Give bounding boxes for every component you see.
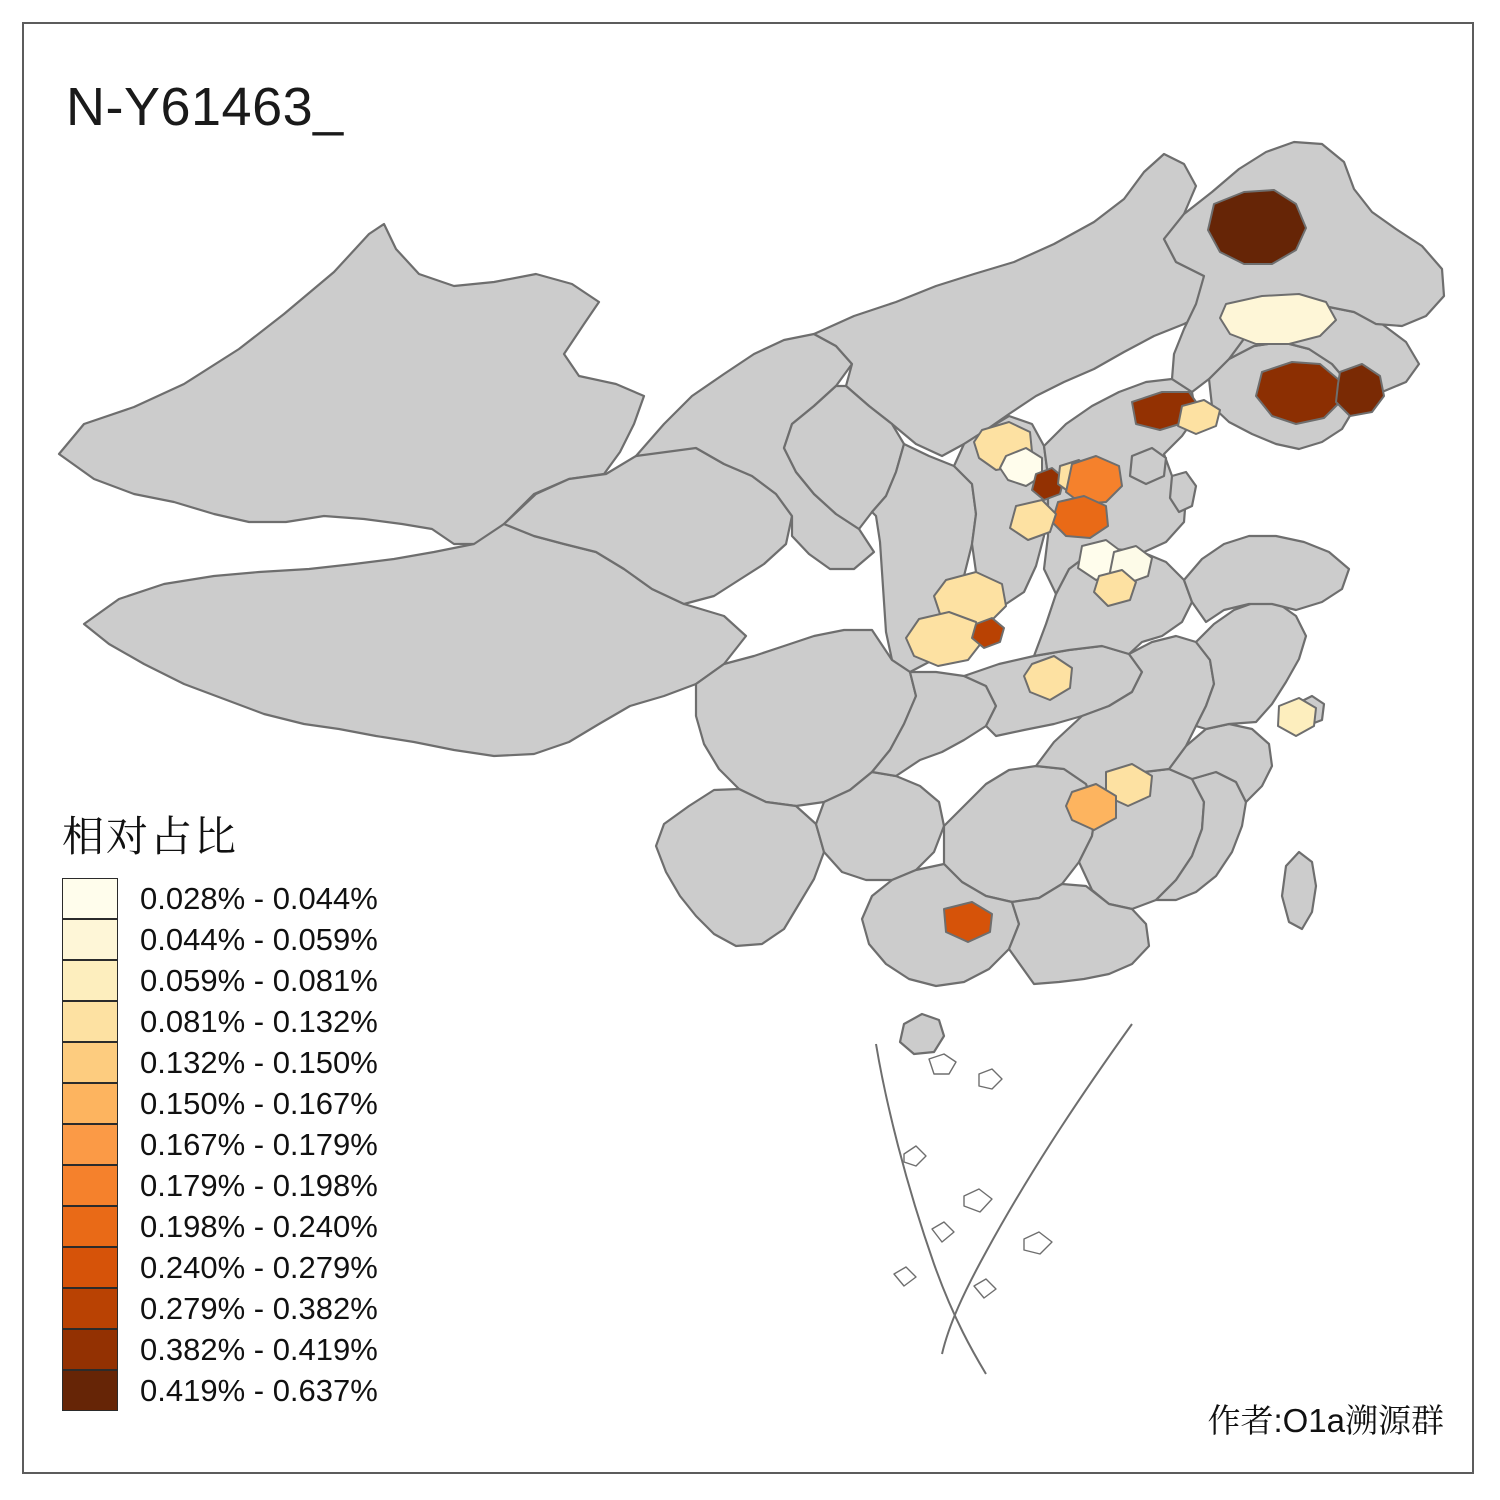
legend-label: 0.044% - 0.059% [140,921,378,957]
legend-swatch [62,1288,118,1329]
legend-label: 0.150% - 0.167% [140,1085,378,1121]
legend-label: 0.028% - 0.044% [140,880,378,916]
region-jilin-pale [1220,294,1336,344]
legend-label: 0.081% - 0.132% [140,1003,378,1039]
legend-item [62,1329,482,1370]
legend-item [62,1247,482,1288]
legend-item [62,1042,482,1083]
legend-label: 0.198% - 0.240% [140,1208,378,1244]
legend-swatch [62,1370,118,1411]
legend-label: 0.179% - 0.198% [140,1167,378,1203]
legend-item [62,1288,482,1329]
page-title: N-Y61463_ [66,77,344,137]
legend-item [62,878,482,919]
author-credit: 作者:O1a溯源群 [1207,1402,1444,1439]
legend-swatch [62,960,118,1001]
region-jiangsu-shanghai-pale [1278,698,1316,736]
legend-swatch [62,1001,118,1042]
region-shaanxi-south-pale [906,612,982,666]
region-hebei-north-pale [1178,400,1220,434]
legend-item [62,1001,482,1042]
region-heilongjiang-highlight [1208,190,1306,264]
legend-item [62,1083,482,1124]
legend-swatch [62,1329,118,1370]
legend-swatch [62,1165,118,1206]
map-figure [22,22,1474,1474]
legend-title: 相对占比 [62,813,239,860]
legend-item [62,960,482,1001]
legend-label: 0.167% - 0.179% [140,1126,378,1162]
legend-label: 0.279% - 0.382% [140,1290,378,1326]
legend-swatch [62,1206,118,1247]
legend-label: 0.382% - 0.419% [140,1331,378,1367]
legend [62,804,482,1411]
legend-item [62,1370,482,1411]
legend-label: 0.240% - 0.279% [140,1249,378,1285]
legend-label: 0.419% - 0.637% [140,1372,378,1408]
legend-swatch [62,1247,118,1288]
legend-swatch [62,919,118,960]
legend-swatch [62,878,118,919]
legend-label: 0.059% - 0.081% [140,962,378,998]
legend-swatch [62,1083,118,1124]
legend-swatch [62,1124,118,1165]
legend-item [62,1124,482,1165]
legend-label: 0.132% - 0.150% [140,1044,378,1080]
region-tianjin-area-orange [1052,496,1108,538]
legend-swatch [62,1042,118,1083]
legend-item [62,1206,482,1247]
legend-item [62,919,482,960]
legend-item [62,1165,482,1206]
